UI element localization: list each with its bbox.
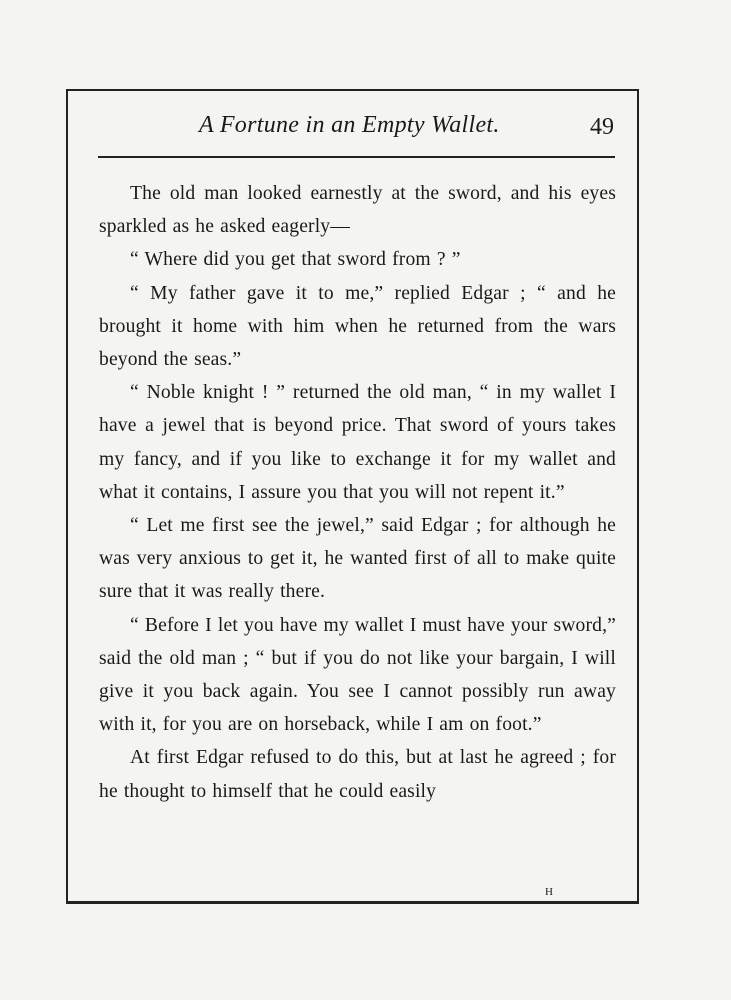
paragraph: “ Let me first see the jewel,” said Edgar ; for although he was very anxious to get it, he wanted first of all to make quite sure that it was really there. — [99, 515, 616, 603]
body-text — [99, 177, 616, 808]
header-rule — [98, 156, 615, 158]
page-number: 49 — [590, 114, 614, 140]
page-header — [99, 108, 614, 148]
paragraph: At first Edgar refused to do this, but at last he agreed ; for he thought to himself that he could easily — [99, 747, 616, 802]
signature-mark: H — [545, 886, 554, 898]
paragraph: “ My father gave it to me,” replied Edgar ; “ and he brought it home with him when he returned from the wars beyond the seas.” — [99, 282, 616, 371]
running-title: A Fortune in an Empty Wallet. — [199, 112, 500, 138]
paragraph: “ Where did you get that sword from ? ” — [130, 249, 461, 271]
paragraph: The old man looked earnestly at the sword, and his eyes sparkled as he asked eagerly— — [99, 183, 616, 238]
paragraph: “ Before I let you have my wallet I must have your sword,” said the old man ; “ but if you do not like your bargain, I will give it you back again. You see I cannot possibly run away with it, for you are on horseback, while I am on foot.” — [99, 614, 616, 736]
paragraph: “ Noble knight ! ” returned the old man, “ in my wallet I have a jewel that is beyond price. That sword of yours takes my fancy, and if you like to exchange it for my wallet and what it contains, I assure you that you will not repent it.” — [99, 382, 616, 503]
